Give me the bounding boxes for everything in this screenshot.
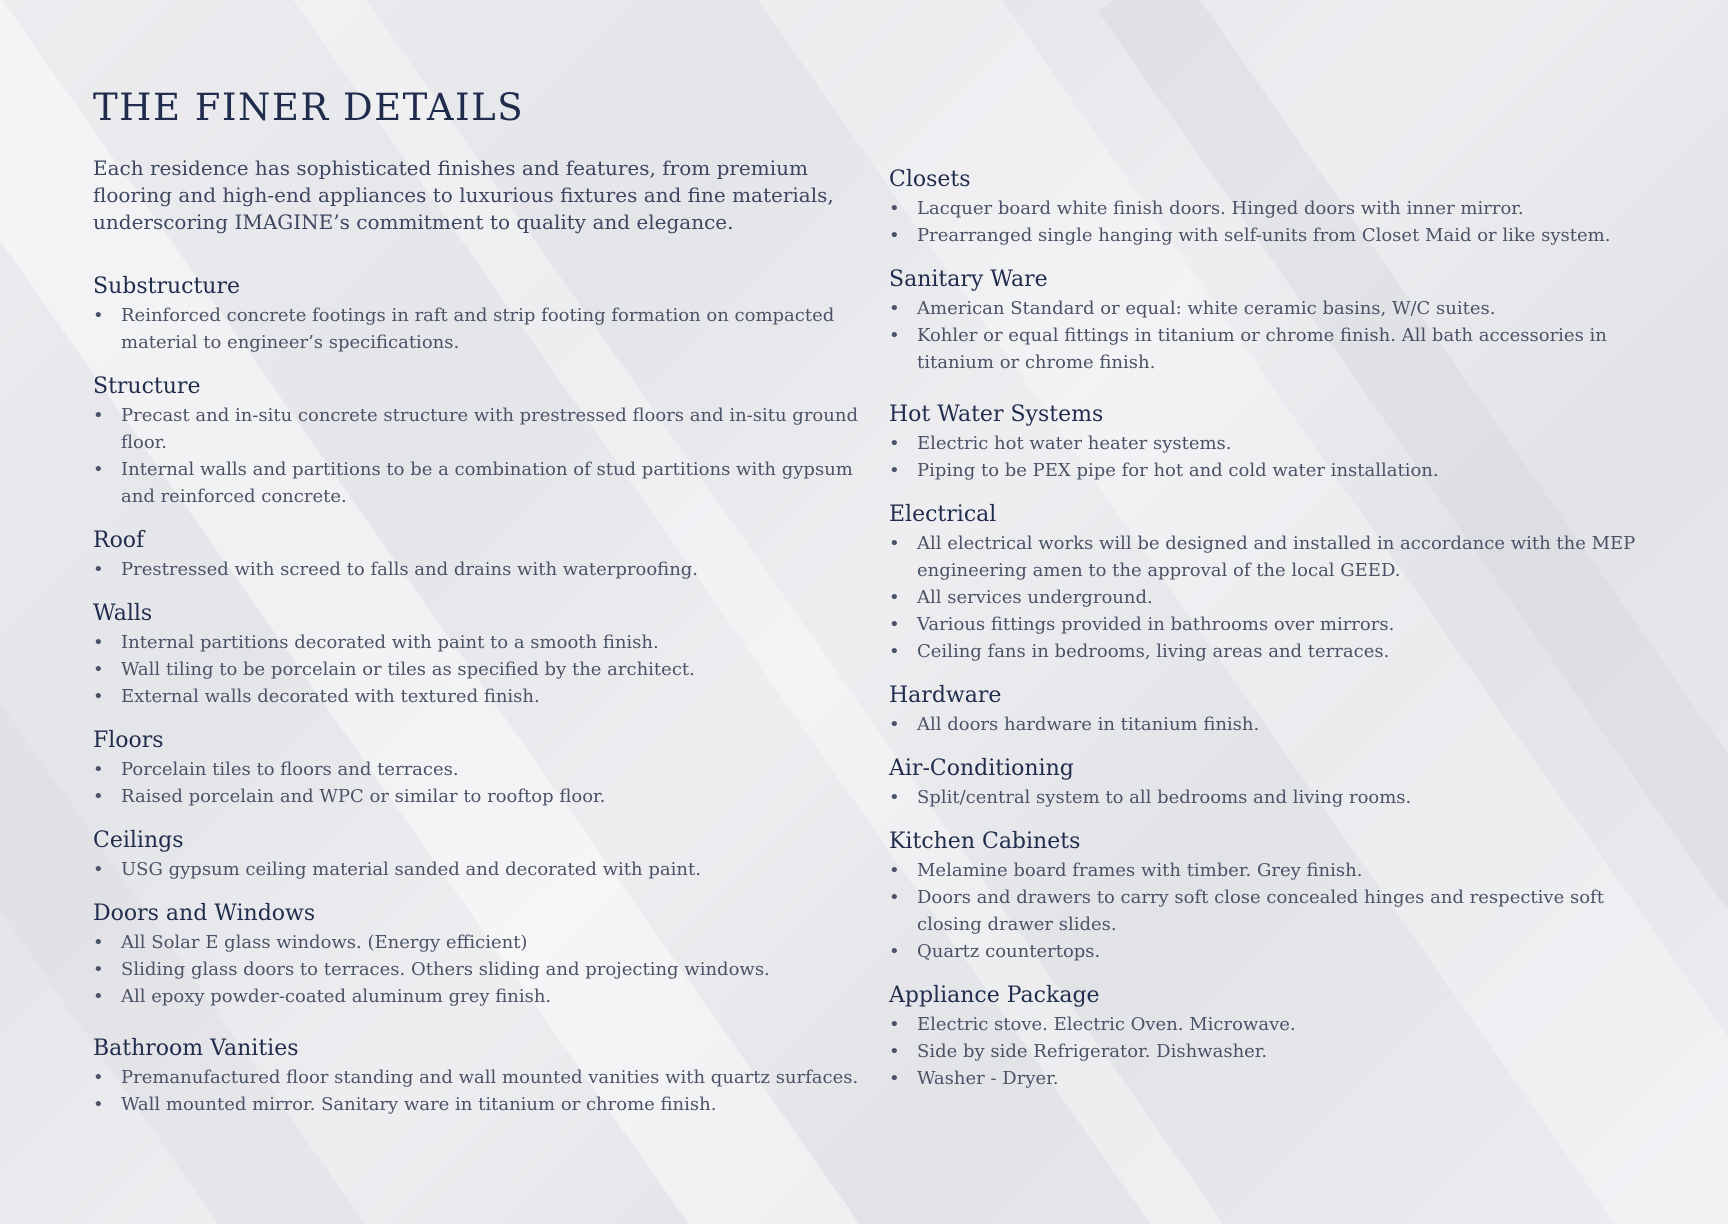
bullet-list xyxy=(93,402,873,510)
section-heading: Floors xyxy=(93,728,164,753)
section-bathroom-vanities xyxy=(93,1034,873,1118)
bullet-list xyxy=(93,556,873,583)
list-item: • Split/central system to all bedrooms and living rooms. xyxy=(889,784,1659,811)
section-air-conditioning xyxy=(889,754,1659,811)
section-kitchen-cabinets xyxy=(889,827,1659,965)
section-structure xyxy=(93,372,873,510)
list-item: • Prestressed with screed to falls and drains with waterproofing. xyxy=(93,556,873,583)
list-item: • Sliding glass doors to terraces. Others sliding and projecting windows. xyxy=(93,956,873,983)
bullet-list xyxy=(93,756,873,810)
list-item: • All doors hardware in titanium finish. xyxy=(889,711,1659,738)
section-heading: Substructure xyxy=(93,274,241,299)
section-hot-water-systems xyxy=(889,400,1659,484)
section-ceilings xyxy=(93,826,873,883)
bullet-list xyxy=(889,1011,1659,1092)
section-heading: Structure xyxy=(93,374,201,399)
bullet-list xyxy=(889,711,1659,738)
left-column xyxy=(93,272,873,1118)
section-heading: Ceilings xyxy=(93,828,184,853)
list-item: • Melamine board frames with timber. Grey finish. xyxy=(889,857,1659,884)
list-item: • All epoxy powder-coated aluminum grey finish. xyxy=(93,983,873,1010)
list-item: • Piping to be PEX pipe for hot and cold water installation. xyxy=(889,457,1659,484)
bullet-list xyxy=(889,784,1659,811)
list-item: • Reinforced concrete footings in raft and strip footing formation on compacted material to engineer’s specifications. xyxy=(93,302,873,356)
section-heading: Hot Water Systems xyxy=(889,402,1104,427)
list-item: • Doors and drawers to carry soft close concealed hinges and respective soft closing drawer slides. xyxy=(889,884,1659,938)
bullet-list xyxy=(889,857,1659,965)
section-heading: Air-Conditioning xyxy=(889,756,1074,781)
list-item: • All electrical works will be designed and installed in accordance with the MEP engineering amen to the approval of the local GEED. xyxy=(889,530,1659,584)
section-heading: Roof xyxy=(93,528,145,553)
list-item: • Wall tiling to be porcelain or tiles as specified by the architect. xyxy=(93,656,873,683)
section-closets xyxy=(889,165,1659,249)
section-doors-and-windows xyxy=(93,899,873,1010)
bullet-list xyxy=(93,856,873,883)
bullet-list xyxy=(889,295,1659,376)
list-item: • All services underground. xyxy=(889,584,1659,611)
list-item: • American Standard or equal: white ceramic basins, W/C suites. xyxy=(889,295,1659,322)
list-item: • All Solar E glass windows. (Energy efficient) xyxy=(93,929,873,956)
section-heading: Bathroom Vanities xyxy=(93,1036,299,1061)
list-item: • Prearranged single hanging with self-units from Closet Maid or like system. xyxy=(889,222,1659,249)
list-item: • Electric stove. Electric Oven. Microwave. xyxy=(889,1011,1659,1038)
list-item: • Ceiling fans in bedrooms, living areas and terraces. xyxy=(889,638,1659,665)
section-walls xyxy=(93,599,873,710)
section-heading: Electrical xyxy=(889,502,997,527)
section-roof xyxy=(93,526,873,583)
intro-paragraph: Each residence has sophisticated finishes and features, from premium flooring and high-end appliances to luxurious fixtures and fine materials, underscoring IMAGINE’s commitment to quality and elegance. xyxy=(93,156,834,234)
section-hardware xyxy=(889,681,1659,738)
list-item: • Side by side Refrigerator. Dishwasher. xyxy=(889,1038,1659,1065)
bullet-list xyxy=(93,929,873,1010)
bullet-list xyxy=(889,430,1659,484)
section-heading: Appliance Package xyxy=(889,983,1100,1008)
page-title: THE FINER DETAILS xyxy=(93,86,525,129)
bullet-list xyxy=(889,530,1659,665)
section-electrical xyxy=(889,500,1659,665)
bullet-list xyxy=(93,1064,873,1118)
list-item: • Quartz countertops. xyxy=(889,938,1659,965)
list-item: • Electric hot water heater systems. xyxy=(889,430,1659,457)
section-substructure xyxy=(93,272,873,356)
right-column xyxy=(889,165,1659,1092)
section-appliance-package xyxy=(889,981,1659,1092)
section-heading: Kitchen Cabinets xyxy=(889,829,1081,854)
section-sanitary-ware xyxy=(889,265,1659,376)
list-item: • Internal partitions decorated with paint to a smooth finish. xyxy=(93,629,873,656)
list-item: • Internal walls and partitions to be a combination of stud partitions with gypsum and reinforced concrete. xyxy=(93,456,873,510)
list-item: • Premanufactured floor standing and wall mounted vanities with quartz surfaces. xyxy=(93,1064,873,1091)
list-item: • Various fittings provided in bathrooms over mirrors. xyxy=(889,611,1659,638)
section-heading: Doors and Windows xyxy=(93,901,316,926)
section-heading: Closets xyxy=(889,167,971,192)
list-item: • Wall mounted mirror. Sanitary ware in titanium or chrome finish. xyxy=(93,1091,873,1118)
bullet-list xyxy=(93,629,873,710)
section-heading: Hardware xyxy=(889,683,1002,708)
list-item: • Lacquer board white finish doors. Hinged doors with inner mirror. xyxy=(889,195,1659,222)
list-item: • USG gypsum ceiling material sanded and decorated with paint. xyxy=(93,856,873,883)
bullet-list xyxy=(889,195,1659,249)
list-item: • Raised porcelain and WPC or similar to rooftop floor. xyxy=(93,783,873,810)
list-item: • Porcelain tiles to floors and terraces. xyxy=(93,756,873,783)
section-heading: Walls xyxy=(93,601,153,626)
list-item: • External walls decorated with textured finish. xyxy=(93,683,873,710)
bullet-list xyxy=(93,302,873,356)
section-heading: Sanitary Ware xyxy=(889,267,1048,292)
list-item: • Precast and in-situ concrete structure with prestressed floors and in-situ ground floor. xyxy=(93,402,873,456)
section-floors xyxy=(93,726,873,810)
list-item: • Washer - Dryer. xyxy=(889,1065,1659,1092)
list-item: • Kohler or equal fittings in titanium or chrome finish. All bath accessories in titanium or chrome finish. xyxy=(889,322,1659,376)
